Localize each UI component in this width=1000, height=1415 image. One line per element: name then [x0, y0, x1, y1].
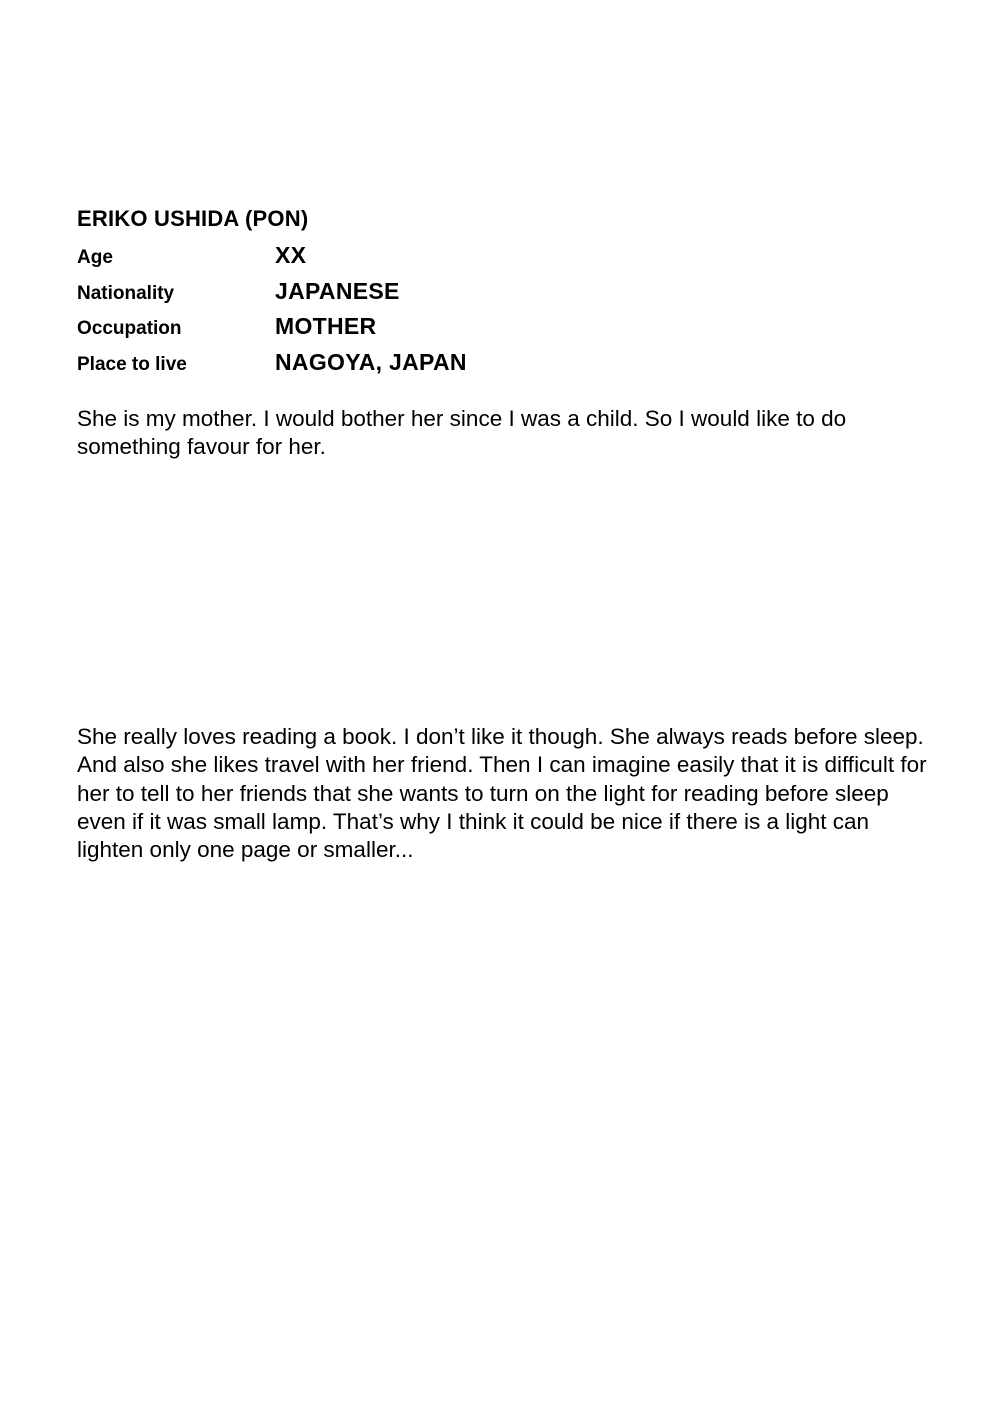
- profile-label: Age: [77, 247, 113, 268]
- intro-paragraph: She is my mother. I would bother her since I was a child. So I would like to do something favour for her.: [77, 406, 847, 460]
- profile-row-age: [77, 242, 677, 278]
- profile-row-place-to-live: [77, 349, 677, 385]
- profile-value: JAPANESE: [275, 277, 400, 304]
- profile-row-nationality: [77, 278, 677, 314]
- profile-label: Place to live: [77, 353, 187, 375]
- profile-value: NAGOYA, JAPAN: [275, 348, 467, 375]
- profile-value: MOTHER: [275, 313, 377, 339]
- profile-table: [77, 242, 677, 384]
- profile-label: Occupation: [77, 318, 182, 339]
- profile-label: Nationality: [77, 282, 175, 304]
- profile-value: XX: [275, 242, 307, 268]
- story-paragraph: She really loves reading a book. I don’t like it though. She always reads before sleep. And also she likes travel with her friend. Then I can imagine easily that it is difficult for her to tell to her friends that she wants to turn on the light for reading before sleep even if it was small lamp. That’s why I think it could be nice if there is a light can lighten only one page or smaller...: [77, 724, 927, 863]
- person-name-heading: ERIKO USHIDA (PON): [77, 206, 309, 231]
- profile-row-occupation: [77, 313, 677, 349]
